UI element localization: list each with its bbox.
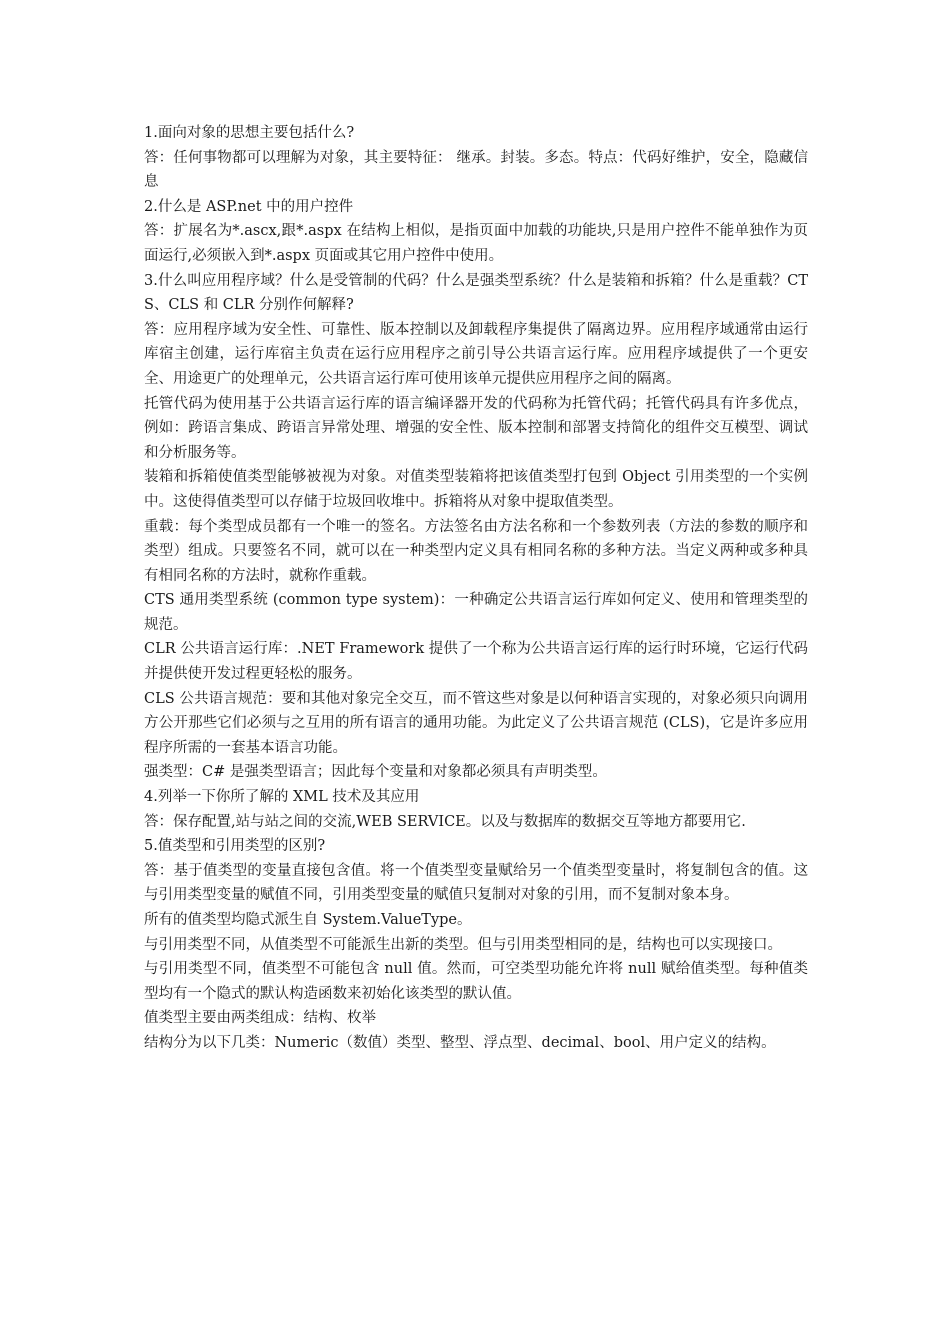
answer-3-app-domain: 答：应用程序域为安全性、可靠性、版本控制以及卸载程序集提供了隔离边界。应用程序域通常由运行库宿主创建，运行库宿主负责在运行应用程序之前引导公共语言运行库。应用程序域提供了一个更安全、用途更广的处理单元，公共语言运行库可使用该单元提供应用程序之间的隔离。 <box>144 321 808 387</box>
answer-3-boxing: 装箱和拆箱使值类型能够被视为对象。对值类型装箱将把该值类型打包到 Object 引用类型的一个实例中。这使得值类型可以存储于垃圾回收堆中。拆箱将从对象中提取值类型。 <box>144 469 808 510</box>
answer-4: 答：保存配置,站与站之间的交流,WEB SERVICE。以及与数据库的数据交互等地方都要用它. <box>144 813 746 830</box>
question-1-heading: 1.面向对象的思想主要包括什么? <box>144 125 355 141</box>
answer-5-struct-kinds: 结构分为以下几类：Numeric（数值）类型、整型、浮点型、decimal、bool、用户定义的结构。 <box>144 1034 776 1051</box>
answer-3-strong-type: 强类型：C# 是强类型语言；因此每个变量和对象都必须具有声明类型。 <box>144 764 607 781</box>
document-body <box>144 121 808 1056</box>
answer-5-null-values: 与引用类型不同，值类型不可能包含 null 值。然而，可空类型功能允许将 null 赋给值类型。每种值类型均有一个隐式的默认构造函数来初始化该类型的默认值。 <box>144 961 808 1002</box>
answer-5-no-derivation: 与引用类型不同，从值类型不可能派生出新的类型。但与引用类型相同的是，结构也可以实现接口。 <box>144 936 782 953</box>
answer-3-cts: CTS 通用类型系统 (common type system)：一种确定公共语言运行库如何定义、使用和管理类型的规范。 <box>144 592 808 633</box>
question-5-heading: 5.值类型和引用类型的区别? <box>144 838 326 855</box>
question-3-heading: 3.什么叫应用程序域？什么是受管制的代码？什么是强类型系统？什么是装箱和拆箱？什么是重载？CTS、CLS 和 CLR 分别作何解释? <box>144 272 808 314</box>
answer-1: 答：任何事物都可以理解为对象，其主要特征： 继承。封装。多态。特点：代码好维护，安全，隐藏信息 <box>144 149 808 191</box>
answer-3-clr: CLR 公共语言运行库：.NET Framework 提供了一个称为公共语言运行库的运行时环境，它运行代码并提供使开发过程更轻松的服务。 <box>144 641 808 683</box>
answer-3-overloading: 重载：每个类型成员都有一个唯一的签名。方法签名由方法名称和一个参数列表（方法的参数的顺序和类型）组成。只要签名不同，就可以在一种类型内定义具有相同名称的多种方法。当定义两种或多种具有相同名称的方法时，就称作重载。 <box>144 518 808 584</box>
question-2-heading: 2.什么是 ASP.net 中的用户控件 <box>144 198 354 215</box>
answer-3-managed-code: 托管代码为使用基于公共语言运行库的语言编译器开发的代码称为托管代码；托管代码具有许多优点，例如：跨语言集成、跨语言异常处理、增强的安全性、版本控制和部署支持简化的组件交互模型、调试和分析服务等。 <box>144 395 808 461</box>
answer-2: 答：扩展名为*.ascx,跟*.aspx 在结构上相似，是指页面中加载的功能块,只是用户控件不能单独作为页面运行,必须嵌入到*.aspx 页面或其它用户控件中使用。 <box>144 223 808 264</box>
answer-5-value-vs-reference: 答：基于值类型的变量直接包含值。将一个值类型变量赋给另一个值类型变量时，将复制包含的值。这与引用类型变量的赋值不同，引用类型变量的赋值只复制对对象的引用，而不复制对象本身。 <box>144 862 808 904</box>
answer-5-value-type-kinds: 值类型主要由两类组成：结构、枚举 <box>144 1010 376 1027</box>
question-4-heading: 4.列举一下你所了解的 XML 技术及其应用 <box>144 789 420 806</box>
answer-3-cls: CLS 公共语言规范：要和其他对象完全交互，而不管这些对象是以何种语言实现的，对象必须只向调用方公开那些它们必须与之互用的所有语言的通用功能。为此定义了公共语言规范 (CLS)，它是许多应用程序所需的一套基本语言功能。 <box>144 690 808 756</box>
answer-5-valuetype-base: 所有的值类型均隐式派生自 System.ValueType。 <box>144 912 472 928</box>
